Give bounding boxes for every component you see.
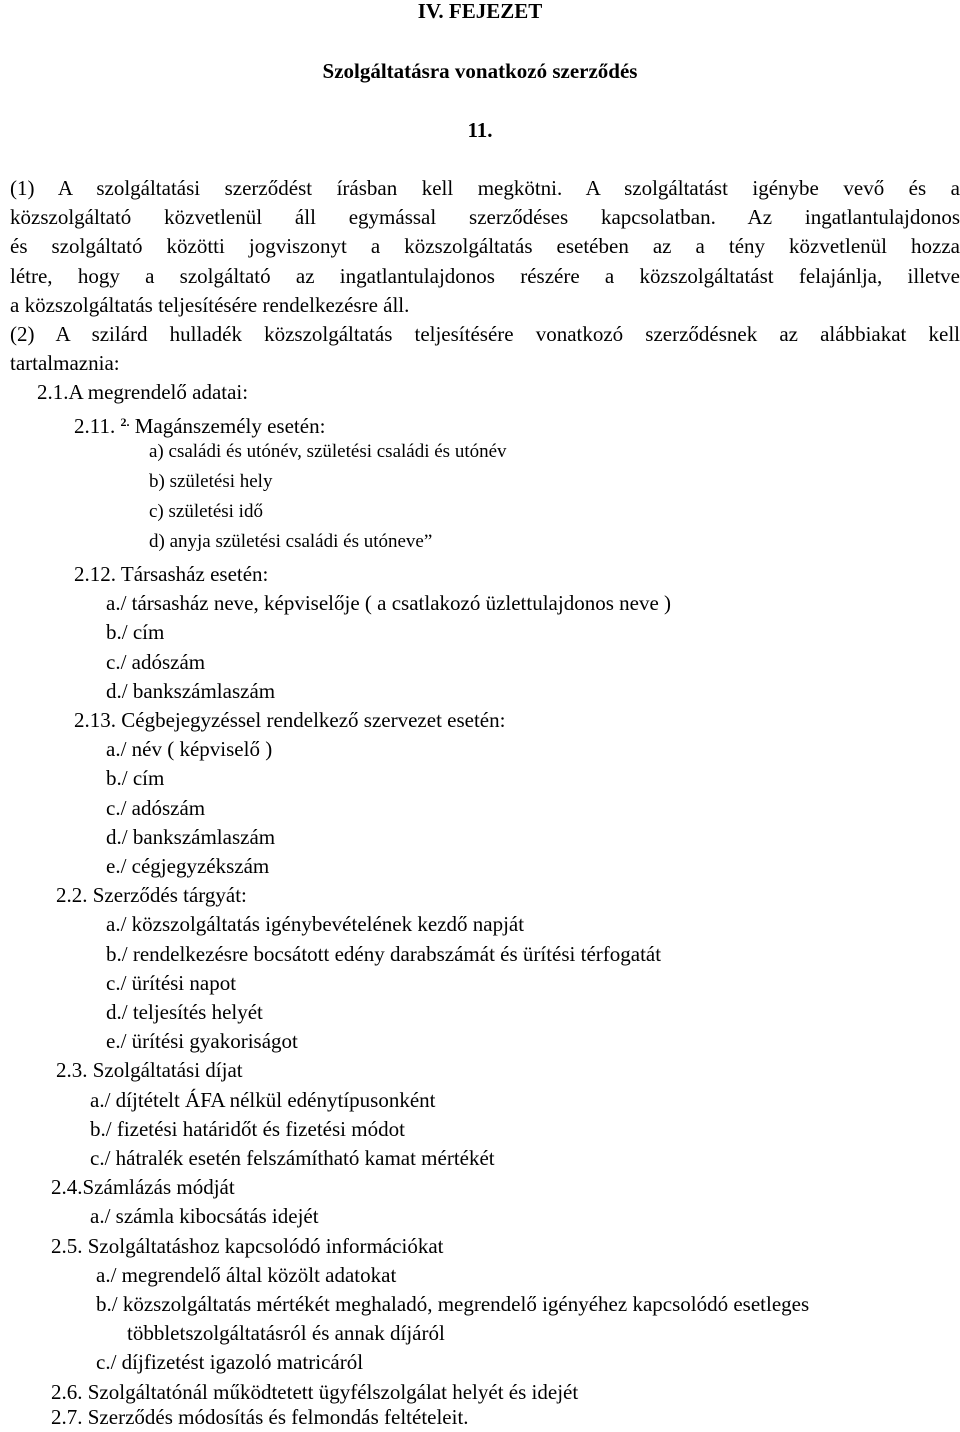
list-item: c./ ürítési napot [106,971,237,995]
heading-2-3: 2.3. Szolgáltatási díjat [56,1058,243,1082]
paragraph-1-line-4: létre, hogy a szolgáltató az ingatlantulajdonos részére a közszolgáltatást felajánlja, illetve [10,264,960,288]
list-item: b./ cím [106,766,165,790]
heading-2-11-number: 2.11. [74,414,116,438]
list-item: e./ ürítési gyakoriságot [106,1029,298,1053]
list-item: d) anyja születési családi és utóneve” [149,531,433,552]
heading-2-6: 2.6. Szolgáltatónál működtetett ügyfélszolgálat helyét és idejét [51,1380,579,1404]
list-item: b./ közszolgáltatás mértékét meghaladó, megrendelő igényéhez kapcsolódó esetleges [96,1292,810,1316]
paragraph-1-line-2: közszolgáltató közvetlenül áll egymással szerződéses kapcsolatban. Az ingatlantulajdonos [10,205,960,229]
list-item: a./ közszolgáltatás igénybevételének kezdő napját [106,912,525,936]
paragraph-1-line-1: (1) A szolgáltatási szerződést írásban kell megkötni. A szolgáltatást igénybe vevő és a [10,176,960,200]
paragraph-2-line-2: tartalmaznia: [10,351,120,375]
list-item-continuation: többletszolgáltatásról és annak díjáról [127,1321,445,1345]
list-item: c./ hátralék esetén felszámítható kamat mértékét [90,1146,495,1170]
heading-2-11-text: Magánszemély esetén: [134,414,326,438]
heading-2-13: 2.13. Cégbejegyzéssel rendelkező szervezet esetén: [74,708,506,732]
list-item: b) születési hely [149,471,273,492]
heading-2-12: 2.12. Társasház esetén: [74,562,269,586]
list-item: c./ díjfizetést igazoló matricáról [96,1350,364,1374]
document-title: Szolgáltatásra vonatkozó szerződés [322,59,638,83]
list-item: d./ teljesítés helyét [106,1000,263,1024]
list-item: a./ számla kibocsátás idejét [90,1204,319,1228]
list-item: c./ adószám [106,650,206,674]
heading-2-11-superscript: 2. [120,415,130,429]
list-item: a./ megrendelő által közölt adatokat [96,1263,397,1287]
heading-2-2: 2.2. Szerződés tárgyát: [56,883,247,907]
list-item: e./ cégjegyzékszám [106,854,270,878]
list-item: d./ bankszámlaszám [106,679,276,703]
list-item: b./ cím [106,620,165,644]
paragraph-2-line-1: (2) A szilárd hulladék közszolgáltatás teljesítésére vonatkozó szerződésnek az alábbiakat kell [10,322,960,346]
list-item: a./ név ( képviselő ) [106,737,273,761]
list-item: b./ fizetési határidőt és fizetési módot [90,1117,405,1141]
heading-2-7: 2.7. Szerződés módosítás és felmondás feltételeit. [51,1405,469,1429]
section-number: 11. [467,118,493,142]
chapter-heading: IV. FEJEZET [417,0,543,23]
list-item: a) családi és utónév, születési családi és utónév [149,441,507,462]
list-item: a./ társasház neve, képviselője ( a csatlakozó üzlettulajdonos neve ) [106,591,672,615]
heading-2-1: 2.1.A megrendelő adatai: [37,380,249,404]
list-item: c) születési idő [149,501,263,522]
heading-2-4: 2.4.Számlázás módját [51,1175,235,1199]
paragraph-1-line-3: és szolgáltató közötti jogviszonyt a közszolgáltatás esetében az a tény közvetlenül hozza [10,234,960,258]
list-item: d./ bankszámlaszám [106,825,276,849]
list-item: b./ rendelkezésre bocsátott edény darabszámát és ürítési térfogatát [106,942,662,966]
list-item: c./ adószám [106,796,206,820]
paragraph-1-line-5: a közszolgáltatás teljesítésére rendelkezésre áll. [10,293,410,317]
heading-2-5: 2.5. Szolgáltatáshoz kapcsolódó információkat [51,1234,444,1258]
list-item: a./ díjtételt ÁFA nélkül edénytípusonként [90,1088,436,1112]
